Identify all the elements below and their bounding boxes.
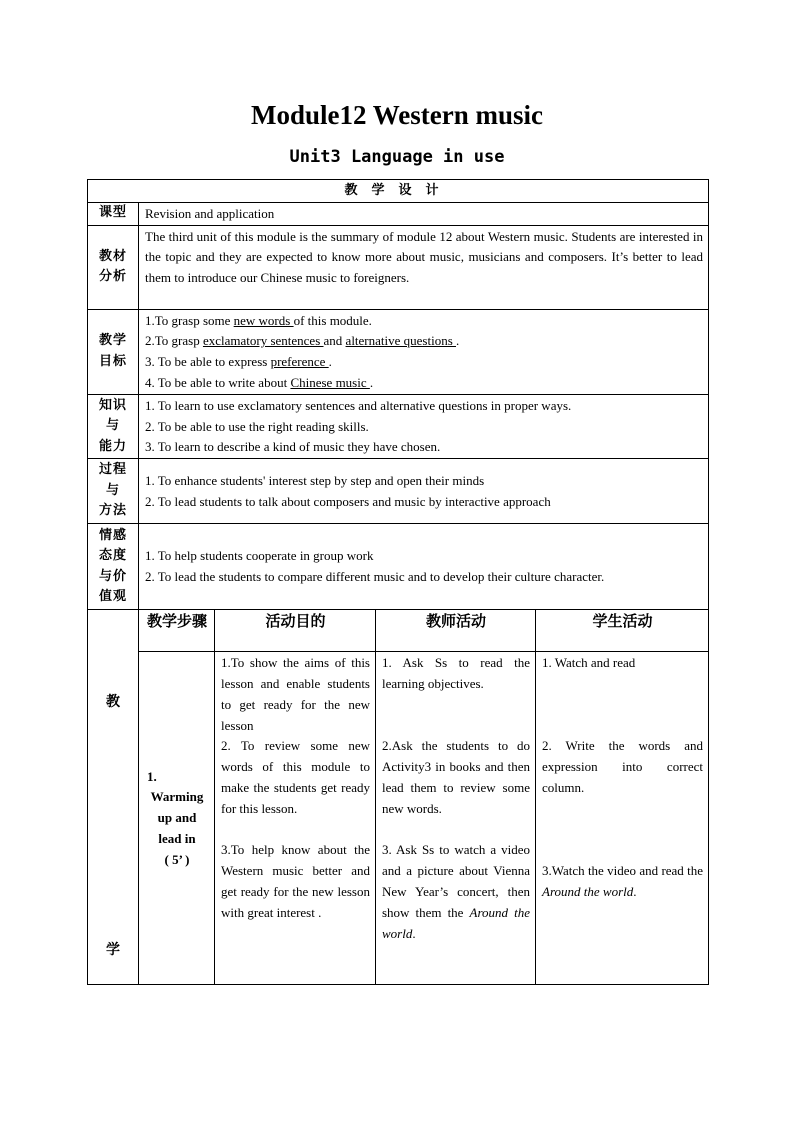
student-2: 2. Write the words and expression into correct column. [542, 738, 704, 795]
attitude-item-1: 1. To help students cooperate in group work [145, 548, 374, 564]
purpose-1: 1.To show the aims of this lesson and enable students to get ready for the new lesson [221, 655, 370, 733]
knowledge-list [139, 394, 709, 458]
attitude-row [88, 524, 709, 610]
attitude-label: 情感 态度 与价 值观 [88, 524, 139, 610]
purpose-3: 3.To help know about the Western music better and get ready for the new lesson with great interest . [221, 842, 370, 920]
attitude-item-2: 2. To lead the students to compare different music and to develop their culture character. [145, 569, 605, 585]
process-header-row [88, 610, 709, 652]
side-char-1: 教 [106, 694, 120, 711]
objectives-list [139, 309, 709, 394]
objective-1: 1.To grasp some new words of this module. [145, 312, 372, 328]
teacher-cell [376, 652, 536, 985]
design-header-row [88, 180, 709, 203]
teacher-3: 3. Ask Ss to watch a video and a picture about Vienna New Year’s concert, then show them the Around the world. [382, 842, 530, 941]
process-label: 过程 与 方法 [88, 459, 139, 524]
process-list [139, 459, 709, 524]
material-analysis: The third unit of this module is the summary of module 12 about Western music. Students are interested in the topic and they are expected to know more about music, musicians and composers. It’s better to lead them to introduce our Chinese music to foreigners. [139, 225, 709, 309]
page-subtitle: Unit3 Language in use [289, 147, 505, 167]
knowledge-row [88, 394, 709, 458]
design-header: 教学设计 [88, 180, 709, 203]
student-1: 1. Watch and read [542, 655, 636, 671]
process-item-2: 2. To lead students to talk about composers and music by interactive approach [145, 493, 551, 509]
objectives-label: 教学 目标 [88, 309, 139, 394]
knowledge-label: 知识 与 能力 [88, 394, 139, 458]
objective-4: 4. To be able to write about Chinese music . [145, 374, 374, 390]
warming-up-row [88, 652, 709, 985]
process-row [88, 459, 709, 524]
side-char-2: 学 [106, 942, 120, 959]
objective-3: 3. To be able to express preference . [145, 354, 332, 370]
objectives-row [88, 309, 709, 394]
knowledge-item-1: 1. To learn to use exclamatory sentences and alternative questions in proper ways. [145, 397, 572, 413]
teacher-2: 2.Ask the students to do Activity3 in books and then lead them to review some new words. [382, 738, 530, 816]
lesson-type-row [88, 202, 709, 225]
header-step: 教学步骤 [139, 610, 215, 652]
material-row [88, 225, 709, 309]
knowledge-item-3: 3. To learn to describe a kind of music they have chosen. [145, 439, 441, 455]
page-title: Module12 Western music [251, 100, 543, 130]
header-student: 学生活动 [536, 610, 709, 652]
lesson-type-value: Revision and application [139, 202, 709, 225]
purpose-cell [215, 652, 376, 985]
process-item-1: 1. To enhance students' interest step by step and open their minds [145, 472, 485, 488]
objective-2: 2.To grasp exclamatory sentences and alternative questions . [145, 333, 460, 349]
step-warming-up: 1. Warming up and lead in ( 5’ ) [139, 652, 215, 985]
student-3: 3.Watch the video and read the Around the world. [542, 863, 704, 899]
lesson-type-label: 课型 [88, 202, 139, 225]
header-teacher: 教师活动 [376, 610, 536, 652]
teaching-side-label [88, 610, 139, 985]
purpose-2: 2. To review some new words of this module to make the students get ready for this lesson. [221, 738, 370, 816]
material-label: 教材 分析 [88, 225, 139, 309]
knowledge-item-2: 2. To be able to use the right reading skills. [145, 418, 369, 434]
header-purpose: 活动目的 [215, 610, 376, 652]
lesson-plan-table [87, 179, 709, 985]
teacher-1: 1. Ask Ss to read the learning objectives. [382, 655, 530, 691]
attitude-list [139, 524, 709, 610]
student-cell [536, 652, 709, 985]
